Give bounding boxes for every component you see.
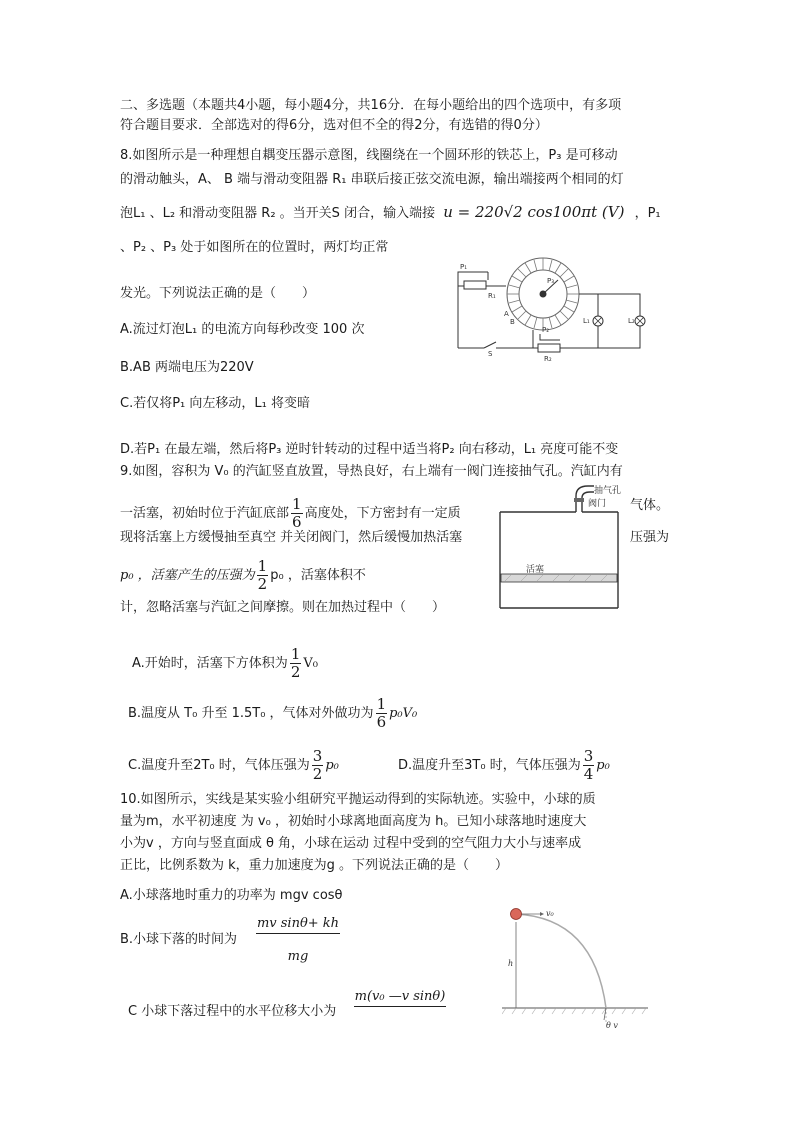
q10-line-4: 正比，比例系数为 k，重力加速度为g 。下列说法正确的是（ ） [120,858,509,873]
q9-option-d: D.温度升至3T₀ 时，气体压强为 $\frac{3}{4}$ p₀ [398,747,610,783]
q9-line-1: 9.如图，容积为 V₀ 的汽缸竖直放置，导热良好，右上端有一阀门连接抽气孔。汽缸内有 [120,464,623,479]
q10-line-1: 10.如图所示，实线是某实验小组研究平抛运动得到的实际轨迹。实验中，小球的质 [120,792,596,807]
q9-line-3-end: 压强为 [630,530,670,545]
q10-option-b-denominator: mg [287,949,309,964]
q9-option-a: A.开始时，活塞下方体积为 $\frac{1}{2}$ V₀ [132,645,318,681]
label-l2: L₂ [628,317,635,325]
label-b: B [510,318,515,326]
q10-option-a: A.小球落地时重力的功率为 mgv cosθ [120,888,343,903]
q8-line-2: 的滑动触头，A、 B 端与滑动变阻器 R₁ 串联后接正弦交流电源，输出端接两个相同的灯 [120,172,624,187]
q8-option-b: B.AB 两端电压为220V [120,360,254,375]
label-r1: R₁ [488,292,496,300]
q9-line-5: 计，忽略活塞与汽缸之间摩擦。则在加热过程中（ ） [120,600,446,615]
q9-line-3: 现将活塞上方缓慢抽至真空 并关闭阀门，然后缓慢加热活塞 [120,530,463,545]
label-p1: P₁ [460,263,468,271]
label-valve: 阀门 [588,499,607,509]
q8-option-c: C.若仅将P₁ 向左移动，L₁ 将变暗 [120,396,310,411]
q9-fraction-one-sixth: $\frac{1}{6}$ [292,495,302,531]
q9-line-2 [120,496,461,531]
label-h: h [508,959,514,968]
label-p3: P₃ [547,277,555,285]
q9-line-4-tail: p₀ ，活塞体积不 [270,568,366,583]
q8-line-3-tail: ，P₁ [634,206,661,221]
autotransformer-circuit-figure [448,250,648,362]
q10-option-c-numerator: m(v₀ —v sinθ) [354,988,446,1007]
q8-line-3-text: 泡L₁ 、L₂ 和滑动变阻器 R₂ 。当开关S 闭合，输入端接 [120,206,436,221]
q10-option-c: C 小球下落过程中的水平位移大小为 [128,1004,337,1019]
q8-line-1: 8.如图所示是一种理想自耦变压器示意图，线圈绕在一个圆环形的铁芯上，P₃ 是可移动 [120,148,618,163]
q9-fraction-one-half: $\frac{1}{2}$ [257,557,268,593]
label-l1: L₁ [583,317,590,325]
q10-line-3: 小为v ，方向与竖直面成 θ 角，小球在运动 过程中受到的空气阻力大小与速率成 [120,836,582,851]
q9-line-2-end: 气体。 [630,498,670,513]
q8-line-3 [120,202,661,224]
q8-line-4: 、P₂ 、P₃ 处于如图所在的位置时，两灯均正常 [120,240,389,255]
q8-formula: u = 220√2 cos100πt (V) [443,203,625,221]
label-r2: R₂ [544,355,552,362]
q9-line-2-tail: 高度处，下方密封有一定质 [304,506,461,521]
q10-option-b-numerator: mv sinθ+ kh [256,915,340,934]
q9-line-2-text: 一活塞，初始时位于汽缸底部 [120,506,290,521]
q10-option-b: B.小球下落的时间为 [120,932,238,947]
cylinder-piston-figure [490,482,628,612]
q10-line-2: 量为m，水平初速度 为 v₀ ，初始时小球离地面高度为 h。已知小球落地时速度大 [120,814,587,829]
q8-option-a: A.流过灯泡L₁ 的电流方向每秒改变 100 次 [120,322,365,337]
section-title-line-1: 二、多选题（本题共4小题，每小题4分，共16分．在每小题给出的四个选项中，有多项 [120,98,622,113]
label-piston: 活塞 [526,565,545,575]
q9-line-4-text: p₀ ，活塞产生的压强为 [120,568,255,583]
projectile-trajectory-figure [502,900,650,1030]
label-suction-hole: 抽气孔 [594,486,622,496]
q8-option-d: D.若P₁ 在最左端，然后将P₃ 逆时针转动的过程中适当将P₂ 向右移动，L₁ 亮度可能不变 [120,442,619,457]
label-theta-v: θ v [606,1021,618,1030]
section-title-line-2: 符合题目要求．全部选对的得6分，选对但不全的得2分，有选错的得0分） [120,118,548,133]
label-s: S [488,350,493,358]
label-v0: v₀ [546,909,554,918]
label-p2: P₂ [542,326,550,334]
label-a: A [504,310,509,318]
q9-option-b: B.温度从 T₀ 升至 1.5T₀ ，气体对外做功为 $\frac{1}{6}$ p₀V₀ [128,695,418,731]
q8-line-5: 发光。下列说法正确的是（ ） [120,286,316,301]
q9-line-4 [120,558,366,593]
q9-option-c: C.温度升至2T₀ 时，气体压强为 $\frac{3}{2}$ p₀ [128,747,339,783]
